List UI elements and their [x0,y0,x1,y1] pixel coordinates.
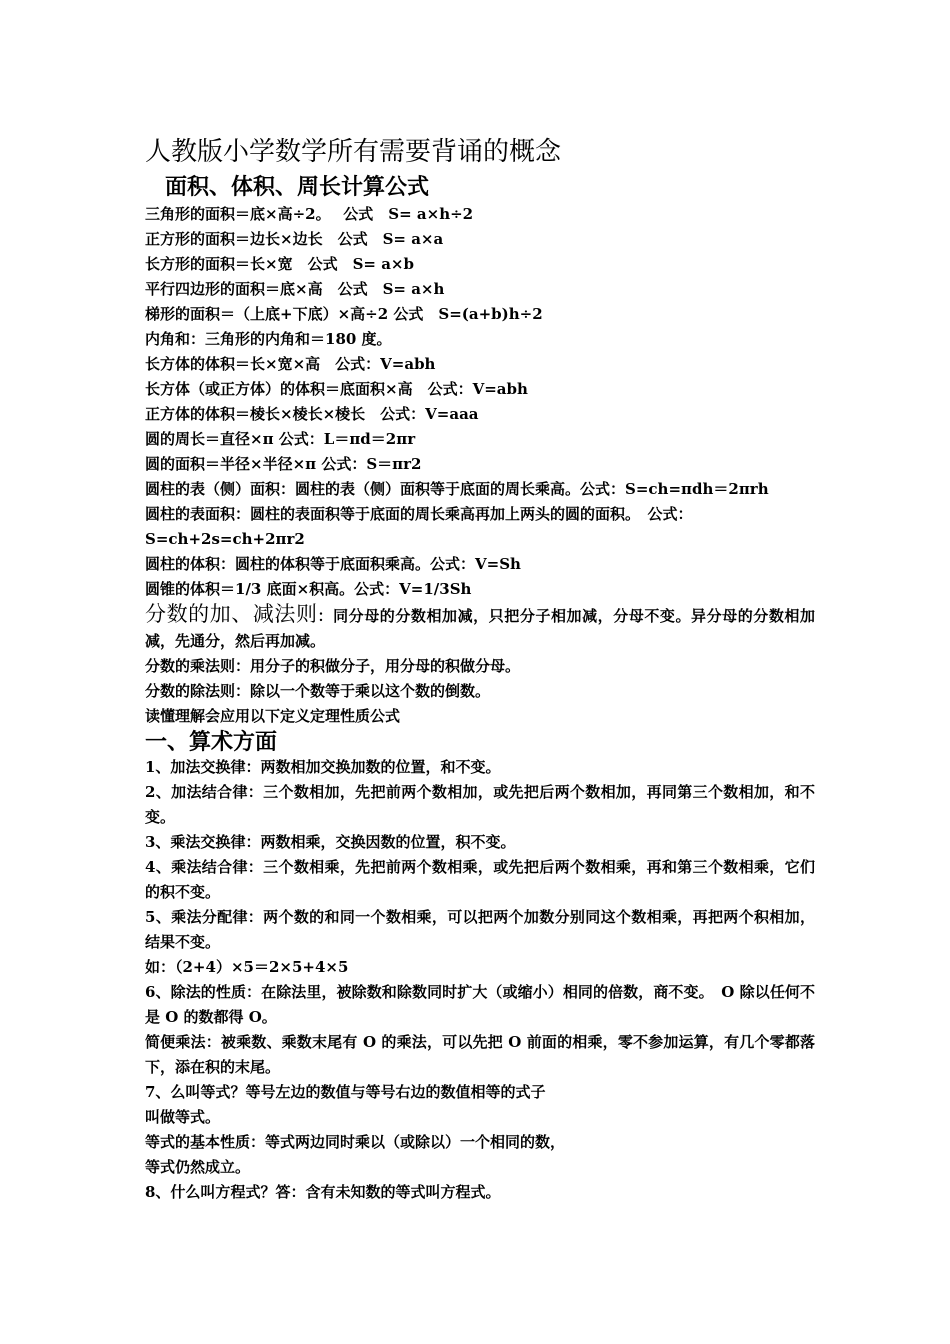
rule-item: 等式仍然成立。 [145,1158,251,1176]
intro-line: 读懂理解会应用以下定义定理性质公式 [145,707,401,725]
rule-item: 简便乘法：被乘数、乘数末尾有 O 的乘法，可以先把 O 前面的相乘，零不参加运算，有几个零都落下，添在积的末尾。 [145,1033,815,1076]
section-heading-arithmetic: 一、算术方面 [145,729,278,755]
formula-line: 圆柱的表（侧）面积：圆柱的表（侧）面积等于底面的周长乘高。公式：S=ch=πdh＝2πrh [145,480,769,498]
formula-line: 三角形的面积＝底×高÷2。 公式 S= a×h÷2 [145,205,474,223]
fraction-add-heading: 分数的加、减法则 [145,602,318,626]
formula-line: 正方形的面积＝边长×边长 公式 S= a×a [145,230,444,248]
section-subtitle: 面积、体积、周长计算公式 [165,174,430,200]
formula-line: S=ch+2s=ch+2πr2 [145,530,305,548]
fraction-divide-rule: 分数的除法则：除以一个数等于乘以这个数的倒数。 [145,682,491,700]
formula-line: 长方体的体积＝长×宽×高 公式：V=abh [145,355,436,373]
formula-line: 平行四边形的面积＝底×高 公式 S= a×h [145,280,445,298]
formula-line: 圆柱的表面积：圆柱的表面积等于底面的周长乘高再加上两头的圆的面积。 公式： [145,505,693,523]
formula-line: 内角和：三角形的内角和＝180 度。 [145,330,392,348]
rule-item: 1、加法交换律：两数相加交换加数的位置，和不变。 [145,758,501,776]
rule-item: 如：（2+4）×5＝2×5+4×5 [145,958,349,976]
formula-line: 梯形的面积＝（上底+下底）×高÷2 公式 S=(a+b)h÷2 [145,305,543,323]
rule-item: 3、乘法交换律：两数相乘，交换因数的位置，积不变。 [145,833,516,851]
rule-item: 7、么叫等式？等号左边的数值与等号右边的数值相等的式子 [145,1083,546,1101]
document-content [145,134,815,1205]
rule-item: 8、什么叫方程式？答：含有未知数的等式叫方程式。 [145,1183,501,1201]
formula-line: 圆的面积＝半径×半径×π 公式：S＝πr2 [145,455,422,473]
rule-item: 6、除法的性质：在除法里，被除数和除数同时扩大（或缩小）相同的倍数，商不变。 O 除以任何不是 O 的数都得 O。 [145,983,815,1026]
fraction-add-rule [145,602,815,654]
rule-item: 4、乘法结合律：三个数相乘，先把前两个数相乘，或先把后两个数相乘，再和第三个数相乘，它们的积不变。 [145,858,815,901]
rule-item: 等式的基本性质：等式两边同时乘以（或除以）一个相同的数， [145,1133,566,1151]
formula-line: 圆锥的体积＝1/3 底面×积高。公式：V=1/3Sh [145,580,472,598]
page-title: 人教版小学数学所有需要背诵的概念 [145,137,562,167]
formula-line: 正方体的体积＝棱长×棱长×棱长 公式：V=aaa [145,405,479,423]
fraction-multiply-rule: 分数的乘法则：用分子的积做分子，用分母的积做分母。 [145,657,521,675]
formula-line: 圆的周长＝直径×π 公式：L＝πd＝2πr [145,430,416,448]
rule-item: 2、加法结合律：三个数相加，先把前两个数相加，或先把后两个数相加，再同第三个数相加，和不变。 [145,783,815,826]
rule-item: 5、乘法分配律：两个数的和同一个数相乘，可以把两个加数分别同这个数相乘，再把两个积相加，结果不变。 [145,908,815,951]
formula-line: 长方形的面积＝长×宽 公式 S= a×b [145,255,414,273]
rule-item: 叫做等式。 [145,1108,221,1126]
fraction-add-text: ：同分母的分数相加减，只把分子相加减，分母不变。异分母的分数相加减，先通分，然后再加减。 [145,607,815,650]
formula-line: 长方体（或正方体）的体积＝底面积×高 公式：V=abh [145,380,528,398]
formula-line: 圆柱的体积：圆柱的体积等于底面积乘高。公式：V=Sh [145,555,521,573]
